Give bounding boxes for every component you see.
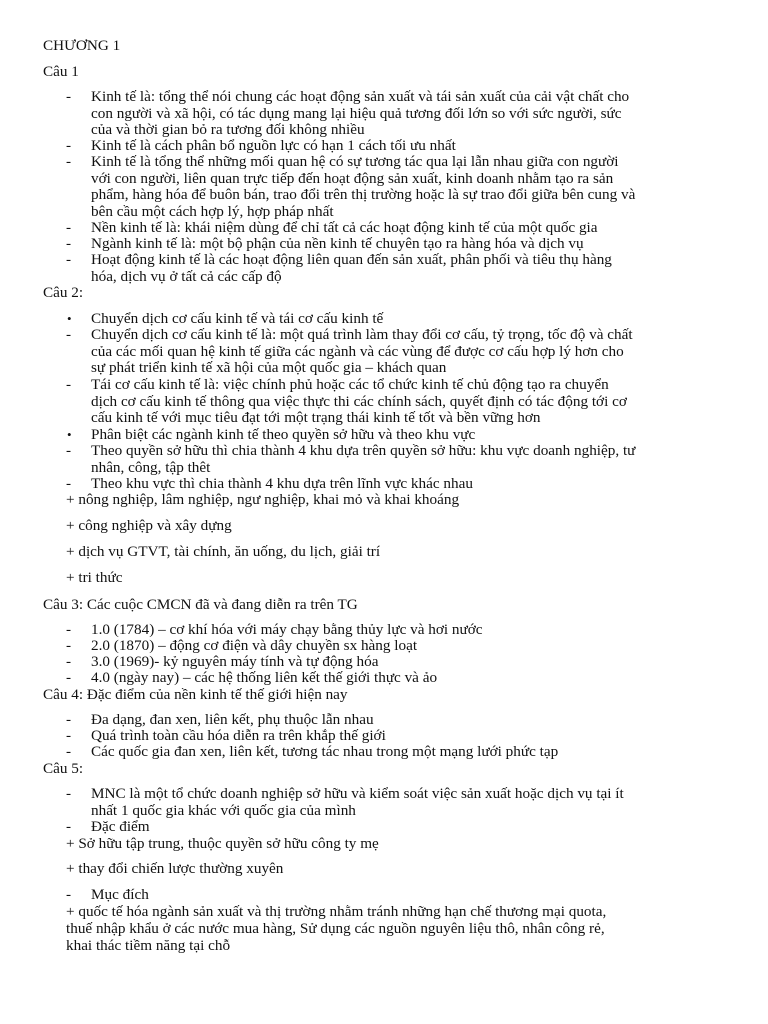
plus-line: + Sở hữu tập trung, thuộc quyền sở hữu công ty mẹ <box>66 835 379 852</box>
question-2-heading: Câu 2: <box>43 284 84 301</box>
dash-marker: - <box>66 235 72 252</box>
dash-marker: - <box>66 621 72 638</box>
dash-marker: - <box>66 326 72 343</box>
bullet-marker: • <box>67 427 72 442</box>
dash-marker: - <box>66 251 72 268</box>
plus-line: + công nghiệp và xây dựng <box>66 517 232 534</box>
plus-line: + nông nghiệp, lâm nghiệp, ngư nghiệp, khai mỏ và khai khoáng <box>66 491 460 508</box>
plus-line: + tri thức <box>66 569 123 586</box>
dash-marker: - <box>66 727 72 744</box>
dash-marker: - <box>66 785 72 802</box>
chapter-title: CHƯƠNG 1 <box>43 37 121 54</box>
document-page: CHƯƠNG 1 Câu 1 - Kinh tế là: tổng thể nói chung các hoạt động sản xuất và tái sản xuất của cải vật chất cho con người và xã hội, có tác dụng mang lại hiệu quả tương đối lớn so với sức người, sức của và thời gian bỏ ra tương đối không nhiều - Kinh tế là cách phân bổ nguồn lực có hạn 1 cách tối ưu nhất - Kinh tế là tổng thể những mối quan hệ có sự tương tác qua lại lẫn nhau giữa con người với con người, liên quan trực tiếp đến hoạt động sản xuất, kinh doanh nhằm tạo ra sản phẩm, hàng hóa để buôn bán, trao đổi trên thị trường hoặc là sự trao đổi giữa bên cung và bên cầu một cách hợp lý, hợp pháp nhất - Nền kinh tế là: khái niệm dùng để chỉ tất cả các hoạt động kinh tế của một quốc gia - Ngành kinh tế là: một bộ phận của nền kinh tế chuyên tạo ra hàng hóa và dịch vụ - Hoạt động kinh tế là các hoạt động liên quan đến sản xuất, phân phối và tiêu thụ hàng hóa, dịch vụ ở tất cả các cấp độ Câu 2: • Chuyển dịch cơ cấu kinh tế và tái cơ cấu kinh tế - Chuyển dịch cơ cấu kinh tế là: một quá trình làm thay đổi cơ cấu, tỷ trọng, tốc độ và chất của các mối quan hệ kinh tế giữa các ngành và các vùng để được cơ cấu hợp lý hơn cho sự phát triển kinh tế xã hội của một quốc gia – khách quan - Tái cơ cấu kinh tế là: việc chính phủ hoặc các tổ chức kinh tế chủ động tạo ra chuyển dịch cơ cấu kinh tế thông qua việc thực thi các chính sách, quyết định có tác động tới cơ cấu kinh tế với mục tiêu đạt tới một trạng thái kinh tế tốt và bền vững hơn • Phân biệt các ngành kinh tế theo quyền sở hữu và theo khu vực - Theo quyền sở hữu thì chia thành 4 khu dựa trên quyền sở hữu: khu vực doanh nghiệp, tư nhân, công, tập thêt - Theo khu vực thì chia thành 4 khu dựa trên lĩnh vực khác nhau + nông nghiệp, lâm nghiệp, ngư nghiệp, khai mỏ và khai khoáng + công nghiệp và xây dựng + dịch vụ GTVT, tài chính, ăn uống, du lịch, giải trí + tri thức Câu 3: Các cuộc CMCN đã và đang diễn ra trên TG - 1.0 (1784) – cơ khí hóa với máy chạy bằng thủy lực và hơi nước - 2.0 (1870) – động cơ điện và dây chuyền sx hàng loạt - 3.0 (1969)- kỷ nguyên máy tính và tự động hóa - 4.0 (ngày nay) – các hệ thống liên kết thế giới thực và ảo Câu 4: Đặc điểm của nền kinh tế thế giới hiện nay - Đa dạng, đan xen, liên kết, phụ thuộc lẫn nhau - Quá trình toàn cầu hóa diễn ra trên khắp thế giới - Các quốc gia đan xen, liên kết, tương tác nhau trong một mạng lưới phức tạp Câu 5: - MNC là một tổ chức doanh nghiệp sở hữu và kiểm soát việc sản xuất hoặc dịch vụ tại ít nhất 1 quốc gia khác với quốc gia của mình - Đặc điểm + Sở hữu tập trung, thuộc quyền sở hữu công ty mẹ + thay đổi chiến lược thường xuyên - Mục đích + quốc tế hóa ngành sản xuất và thị trường nhằm tránh những hạn chế thương mại quota, thuế nhập khẩu ở các nước mua hàng, Sử dụng các nguồn nguyên liệu thô, nhân công rẻ, khai thác tiềm năng tại chỗ <box>43 37 636 954</box>
dash-marker: - <box>66 637 72 654</box>
bullet-marker: • <box>67 311 72 326</box>
question-5-heading: Câu 5: <box>43 760 84 777</box>
paragraph-line: khai thác tiềm năng tại chỗ <box>66 937 231 954</box>
dash-marker: - <box>66 818 72 835</box>
question-4-heading: Câu 4: Đặc điểm của nền kinh tế thế giới hiện nay <box>43 686 348 703</box>
dash-marker: - <box>66 653 72 670</box>
dash-marker: - <box>66 442 72 459</box>
paragraph-line: + quốc tế hóa ngành sản xuất và thị trường nhằm tránh những hạn chế thương mại quota, <box>66 903 607 920</box>
dash-marker: - <box>66 711 72 728</box>
question-1-heading: Câu 1 <box>43 63 79 80</box>
dash-marker: - <box>66 669 72 686</box>
dash-marker: - <box>66 137 72 154</box>
paragraph-line: thuế nhập khẩu ở các nước mua hàng, Sử dụng các nguồn nguyên liệu thô, nhân công rẻ, <box>66 920 605 937</box>
dash-marker: - <box>66 743 72 760</box>
dash-marker: - <box>66 886 72 903</box>
plus-line: + thay đổi chiến lược thường xuyên <box>66 860 284 877</box>
dash-marker: - <box>66 88 72 105</box>
dash-marker: - <box>66 376 72 393</box>
plus-line: + dịch vụ GTVT, tài chính, ăn uống, du lịch, giải trí <box>66 543 381 560</box>
dash-marker: - <box>66 219 72 236</box>
dash-marker: - <box>66 475 72 492</box>
dash-marker: - <box>66 153 72 170</box>
question-3-heading: Câu 3: Các cuộc CMCN đã và đang diễn ra trên TG <box>43 596 358 613</box>
